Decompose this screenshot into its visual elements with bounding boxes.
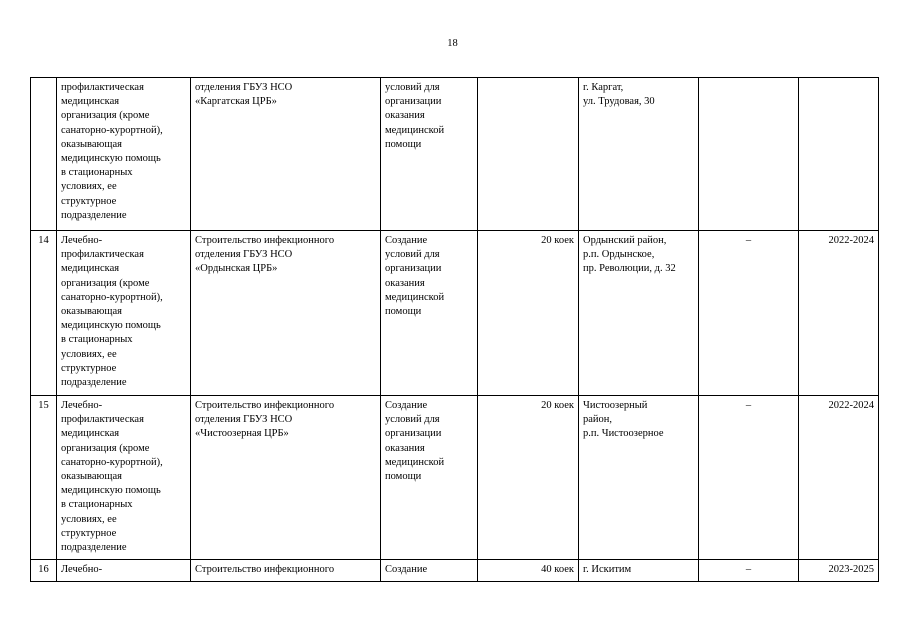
note-cell: – — [699, 560, 799, 582]
note-cell: – — [699, 396, 799, 560]
object-name-cell: Строительство инфекционного — [191, 560, 381, 582]
organization-type-cell: Лечебно- профилактическая медицинская организация (кроме санаторно-курортной), оказывающая медицинскую помощь в стационарных условиях, ее структурное подразделение — [57, 231, 191, 396]
row-number-cell — [31, 78, 57, 231]
capacity-cell: 40 коек — [478, 560, 579, 582]
organization-type-cell: Лечебно- — [57, 560, 191, 582]
note-cell — [699, 78, 799, 231]
period-cell: 2022-2024 — [799, 231, 879, 396]
table-row — [31, 396, 879, 560]
row-number-cell: 16 — [31, 560, 57, 582]
goal-cell: Создание — [381, 560, 478, 582]
address-cell: г. Искитим — [579, 560, 699, 582]
address-cell: Чистоозерный район, р.п. Чистоозерное — [579, 396, 699, 560]
object-name-cell: Строительство инфекционного отделения ГБУЗ НСО «Чистоозерная ЦРБ» — [191, 396, 381, 560]
capacity-cell — [478, 78, 579, 231]
row-number-cell: 15 — [31, 396, 57, 560]
object-name-cell: Строительство инфекционного отделения ГБУЗ НСО «Ордынская ЦРБ» — [191, 231, 381, 396]
organization-type-cell: профилактическая медицинская организация (кроме санаторно-курортной), оказывающая медицинскую помощь в стационарных условиях, ее структурное подразделение — [57, 78, 191, 231]
address-cell: Ордынский район, р.п. Ордынское, пр. Революции, д. 32 — [579, 231, 699, 396]
table-row — [31, 78, 879, 231]
facilities-table — [30, 77, 879, 582]
table-row — [31, 231, 879, 396]
goal-cell: Создание условий для организации оказания медицинской помощи — [381, 396, 478, 560]
period-cell — [799, 78, 879, 231]
capacity-cell: 20 коек — [478, 396, 579, 560]
period-cell: 2022-2024 — [799, 396, 879, 560]
goal-cell: условий для организации оказания медицинской помощи — [381, 78, 478, 231]
page-number: 18 — [447, 38, 458, 49]
object-name-cell: отделения ГБУЗ НСО «Каргатская ЦРБ» — [191, 78, 381, 231]
table-row — [31, 560, 879, 582]
address-cell: г. Каргат, ул. Трудовая, 30 — [579, 78, 699, 231]
note-cell: – — [699, 231, 799, 396]
organization-type-cell: Лечебно- профилактическая медицинская организация (кроме санаторно-курортной), оказывающая медицинскую помощь в стационарных условиях, ее структурное подразделение — [57, 396, 191, 560]
capacity-cell: 20 коек — [478, 231, 579, 396]
period-cell: 2023-2025 — [799, 560, 879, 582]
goal-cell: Создание условий для организации оказания медицинской помощи — [381, 231, 478, 396]
row-number-cell: 14 — [31, 231, 57, 396]
